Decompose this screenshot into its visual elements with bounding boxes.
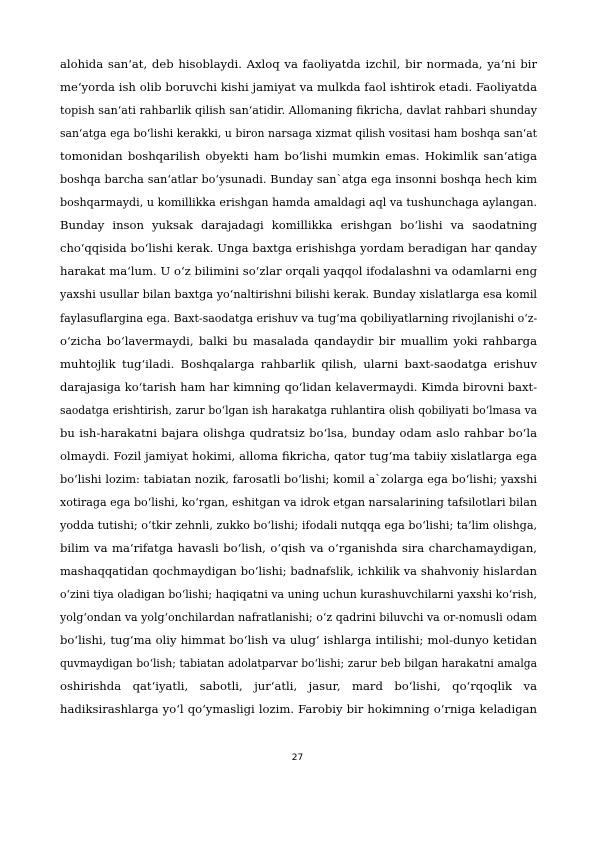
text-line: me‘yorda ish olib boruvchi kishi jamiyat va mulkda faol ishtirok etadi. Faoliyatda	[60, 80, 537, 95]
page-number: 27	[291, 753, 304, 763]
text-line: olmaydi. Fozil jamiyat hokimi, alloma fikricha, qator tug‘ma tabiiy xislatlarga ega	[60, 448, 537, 463]
text-line: o‘zicha bo‘lavermaydi, balki bu masalada qandaydir bir muallim yoki rahbarga	[60, 333, 537, 348]
text-line: oshirishda qat‘iyatli, sabotli, jur‘atli, jasur, mard bo‘lishi, qo‘rqoqlik va	[60, 679, 537, 694]
text-line: boshqarmaydi, u komillikka erishgan hamda amaldagi aql va tushunchaga aylangan.	[60, 196, 537, 210]
text-line: cho‘qqisida bo‘lishi kerak. Unga baxtga erishishga yordam beradigan har qanday	[60, 241, 537, 256]
text-line: xotiraga ega bo‘lishi, ko‘rgan, eshitgan va idrok etgan narsalarining tafsilotlari bilan	[60, 495, 537, 509]
text-line: harakat ma‘lum. U o‘z bilimini so‘zlar orqali yaqqol ifodalashni va odamlarni eng	[60, 264, 537, 279]
text-line: yolg‘ondan va yolg‘onchilardan nafratlanishi; o‘z qadrini biluvchi va or-nomusli odam	[60, 611, 537, 625]
text-line: o‘zini tiya oladigan bo‘lishi; haqiqatni va uning uchun kurashuvchilarni yaxshi ko‘rish,	[60, 588, 537, 602]
text-line: yodda tutishi; o‘tkir zehnli, zukko bo‘lishi; ifodali nutqqa ega bo‘lishi; ta’lim olishga,	[60, 518, 537, 532]
text-line: tomonidan boshqarilish obyekti ham bo‘lishi mumkin emas. Hokimlik san‘atiga	[60, 149, 537, 164]
text-line: boshqa barcha san‘atlar bo‘ysunadi. Bunday san`atga ega insonni boshqa hech kim	[60, 173, 537, 187]
text-line: hadiksirashlarga yo‘l qo‘ymasligi lozim. Farobiy bir hokimning o‘rniga keladigan	[60, 702, 537, 717]
text-line: darajasiga ko‘tarish ham har kimning qo‘lidan kelavermaydi. Kimda birovni baxt-	[60, 379, 537, 394]
text-line: faylasuflargina ega. Baxt-saodatga erishuv va tug‘ma qobiliyatlarning rivojlanishi o‘z-	[60, 311, 537, 325]
text-line: saodatga erishtirish, zarur bo‘lgan ish harakatga ruhlantira olish qobiliyati bo‘lmasa va	[60, 403, 537, 417]
text-line: yaxshi usullar bilan baxtga yo‘naltirishni bilishi kerak. Bunday xislatlarga esa komil	[60, 288, 537, 302]
text-line: topish san‘ati rahbarlik qilish san‘atidir. Allomaning fikricha, davlat rahbari shunday	[60, 104, 537, 118]
text-line: bo‘lishi lozim: tabiatan nozik, farosatli bo‘lishi; komil a`zolarga ega bo‘lishi; yaxshi	[60, 472, 537, 486]
text-line: alohida san‘at, deb hisoblaydi. Axloq va faoliyatda izchil, bir normada, ya‘ni bir	[60, 57, 537, 71]
text-line: muhtojlik tug‘iladi. Boshqalarga rahbarlik qilish, ularni baxt-saodatga erishuv	[60, 356, 537, 371]
text-line: san‘atga ega bo‘lishi kerakki, u biron narsaga xizmat qilish vositasi ham boshqa san‘at	[60, 127, 537, 141]
text-line: bu ish-harakatni bajara olishga qudratsiz bo‘lsa, bunday odam aslo rahbar bo‘la	[60, 425, 537, 440]
text-line: quvmaydigan bo‘lish; tabiatan adolatparvar bo‘lishi; zarur beb bilgan harakatni amalga	[60, 657, 537, 671]
body-text	[60, 53, 537, 721]
text-line: mashaqqatidan qochmaydigan bo‘lishi; badnafslik, ichkilik va shahvoniy hislardan	[60, 564, 537, 579]
text-line: bilim va ma‘rifatga havasli bo‘lish, o‘qish va o‘rganishda sira charchamaydigan,	[60, 540, 537, 555]
text-line: Bunday inson yuksak darajadagi komillikka erishgan bo‘lishi va saodatning	[60, 218, 537, 233]
text-line: bo‘lishi, tug‘ma oliy himmat bo‘lish va ulug‘ ishlarga intilishi; mol-dunyo ketidan	[60, 633, 537, 648]
